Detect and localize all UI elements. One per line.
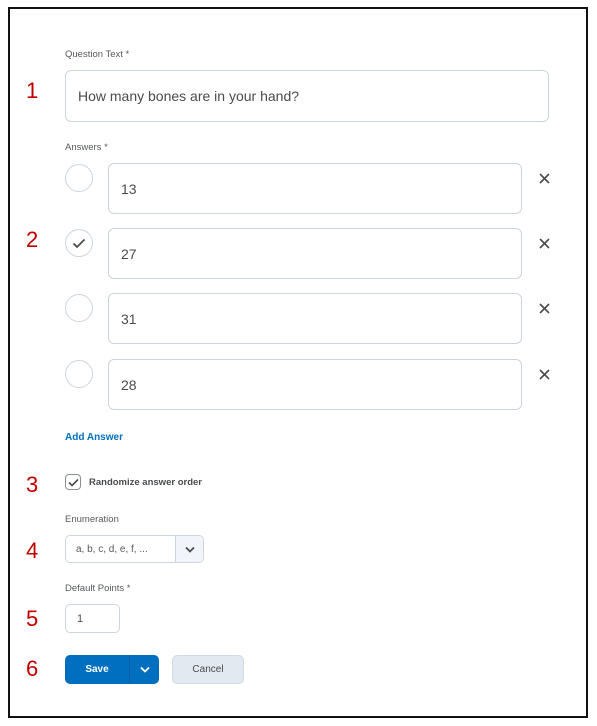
step-number-4: 4 [26,538,39,563]
enumeration-select[interactable] [65,535,204,563]
remove-answer-2-button[interactable] [537,236,551,250]
chevron-down-icon [140,666,150,673]
answer-3-input[interactable]: 31 [108,293,522,344]
answer-4-correct-radio[interactable] [65,360,93,388]
step-number-6: 6 [26,656,39,681]
close-icon [539,369,550,380]
randomize-label: Randomize answer order [89,477,202,488]
step-number-5: 5 [26,606,39,631]
checkmark-icon [72,238,86,249]
remove-answer-3-button[interactable] [537,301,551,315]
enumeration-selected-value: a, b, c, d, e, f, ... [76,543,148,555]
answer-2-correct-radio[interactable] [65,229,93,257]
save-button[interactable]: Save [85,664,109,675]
step-number-3: 3 [26,472,39,497]
answers-label: Answers * [65,142,108,153]
answer-2-input[interactable]: 27 [108,228,522,279]
answer-1-input[interactable]: 13 [108,163,522,214]
remove-answer-1-button[interactable] [537,171,551,185]
answer-1-correct-radio[interactable] [65,164,93,192]
checkmark-icon [68,478,79,487]
enumeration-dropdown-button[interactable] [175,536,203,562]
randomize-checkbox[interactable] [65,474,81,490]
close-icon [539,238,550,249]
answer-3-correct-radio[interactable] [65,294,93,322]
chevron-down-icon [185,546,195,553]
close-icon [539,303,550,314]
default-points-label: Default Points * [65,583,131,594]
default-points-input[interactable]: 1 [65,604,120,633]
question-text-input[interactable]: How many bones are in your hand? [65,70,549,122]
save-split-button[interactable] [65,655,159,684]
remove-answer-4-button[interactable] [537,367,551,381]
cancel-button[interactable]: Cancel [172,655,244,684]
close-icon [539,173,550,184]
add-answer-link[interactable]: Add Answer [65,432,123,443]
step-number-1: 1 [26,78,39,103]
answer-4-input[interactable]: 28 [108,359,522,410]
question-text-label: Question Text * [65,49,130,60]
step-number-2: 2 [26,227,39,252]
save-options-dropdown[interactable] [129,655,159,684]
enumeration-label: Enumeration [65,514,119,525]
